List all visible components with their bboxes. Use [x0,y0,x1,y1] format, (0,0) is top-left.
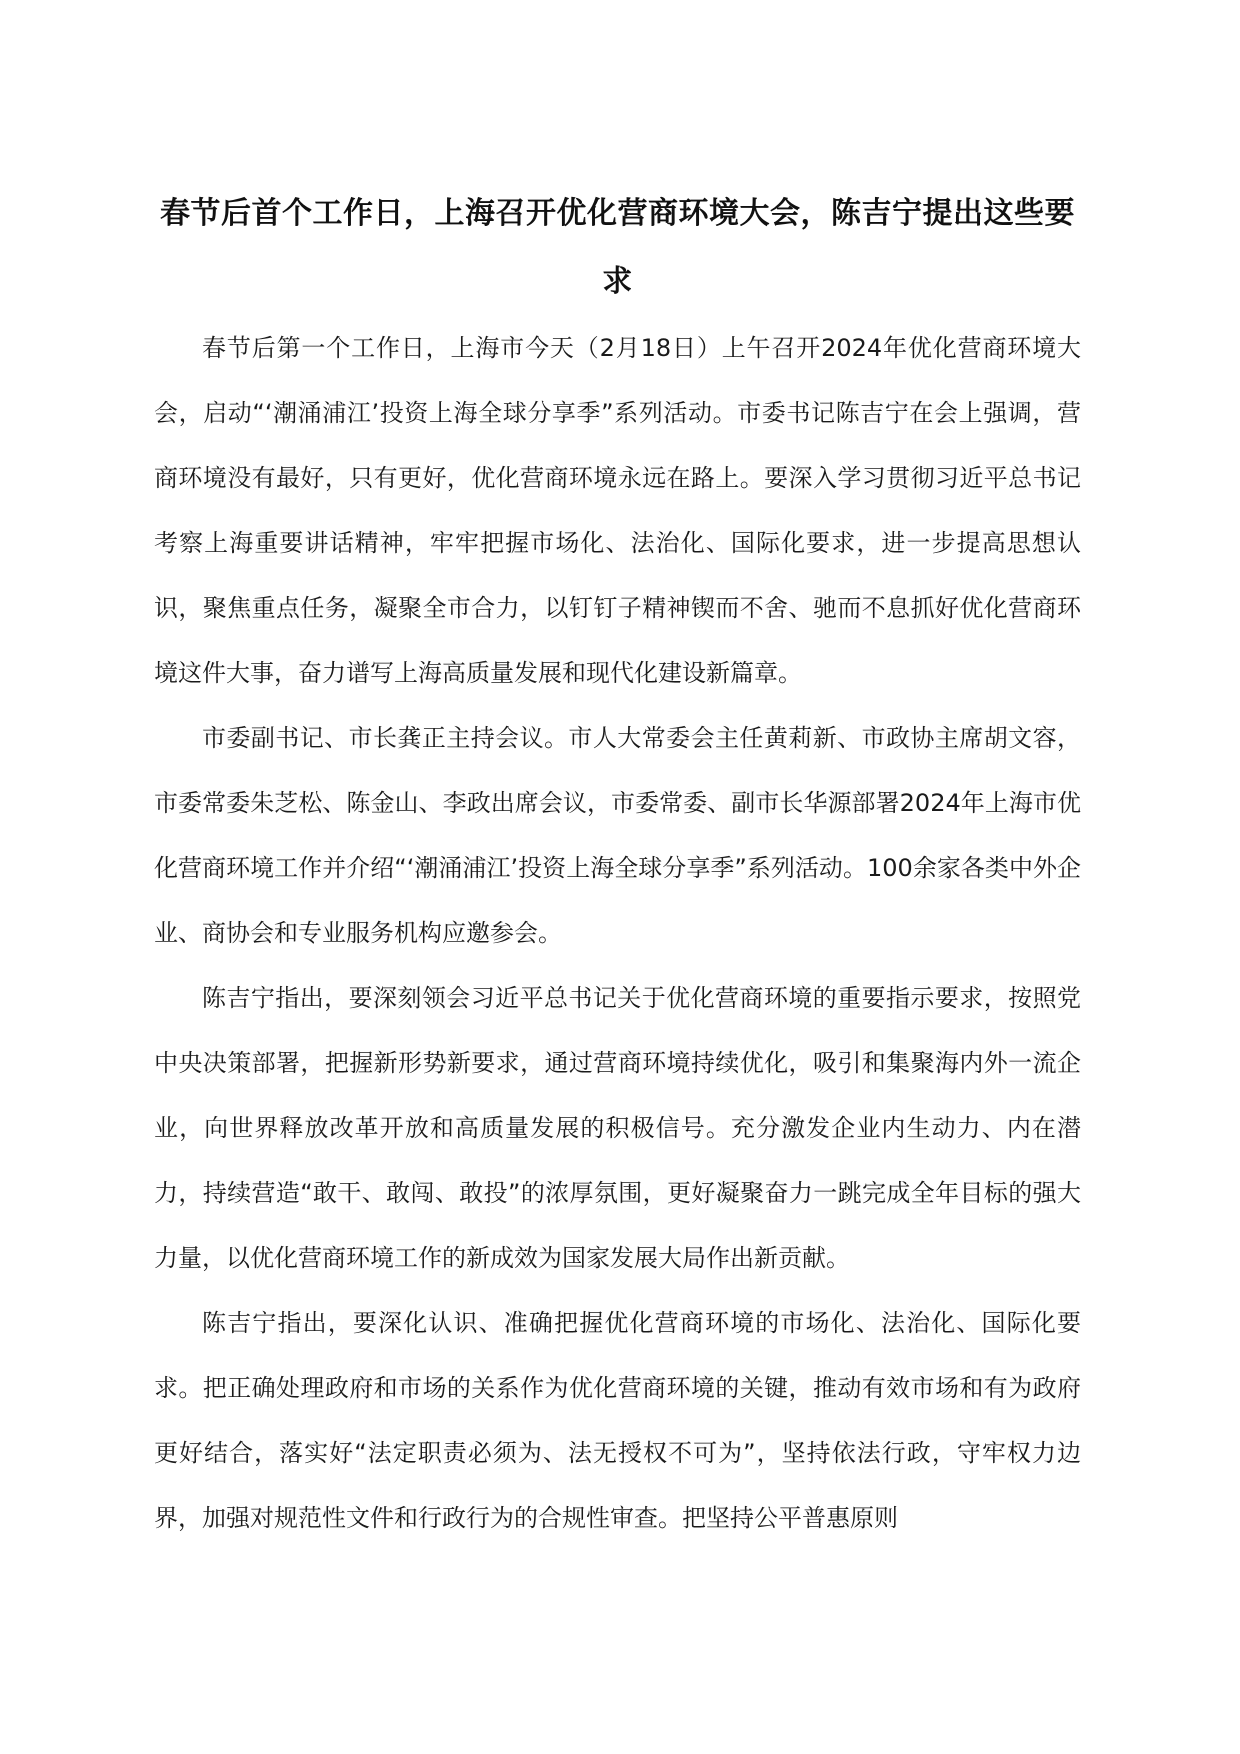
article-paragraph-1: 春节后第一个工作日，上海市今天（2月18日）上午召开2024年优化营商环境大会，启动“‘潮涌浦江’投资上海全球分享季”系列活动。市委书记陈吉宁在会上强调，营商环境没有最好，只有更好，优化营商环境永远在路上。要深入学习贯彻习近平总书记考察上海重要讲话精神，牢牢把握市场化、法治化、国际化要求，进一步提高思想认识，聚焦重点任务，凝聚全市合力，以钉钉子精神锲而不舍、驰而不息抓好优化营商环境这件大事，奋力谱写上海高质量发展和现代化建设新篇章。 [154,334,1081,687]
article-title: 春节后首个工作日，上海召开优化营商环境大会，陈吉宁提出这些要求 [160,196,1075,299]
article-paragraph-3: 陈吉宁指出，要深刻领会习近平总书记关于优化营商环境的重要指示要求，按照党中央决策部署，把握新形势新要求，通过营商环境持续优化，吸引和集聚海内外一流企业，向世界释放改革开放和高质量发展的积极信号。充分激发企业内生动力、内在潜力，持续营造“敢干、敢闯、敢投”的浓厚氛围，更好凝聚奋力一跳完成全年目标的强大力量，以优化营商环境工作的新成效为国家发展大局作出新贡献。 [154,984,1081,1272]
article-paragraph-2: 市委副书记、市长龚正主持会议。市人大常委会主任黄莉新、市政协主席胡文容，市委常委朱芝松、陈金山、李政出席会议，市委常委、副市长华源部署2024年上海市优化营商环境工作并介绍“‘潮涌浦江’投资上海全球分享季”系列活动。100余家各类中外企业、商协会和专业服务机构应邀参会。 [154,724,1081,947]
document-page [154,180,1081,1551]
article-paragraph-4: 陈吉宁指出，要深化认识、准确把握优化营商环境的市场化、法治化、国际化要求。把正确处理政府和市场的关系作为优化营商环境的关键，推动有效市场和有为政府更好结合，落实好“法定职责必须为、法无授权不可为”，坚持依法行政，守牢权力边界，加强对规范性文件和行政行为的合规性审查。把坚持公平普惠原则 [154,1309,1081,1532]
